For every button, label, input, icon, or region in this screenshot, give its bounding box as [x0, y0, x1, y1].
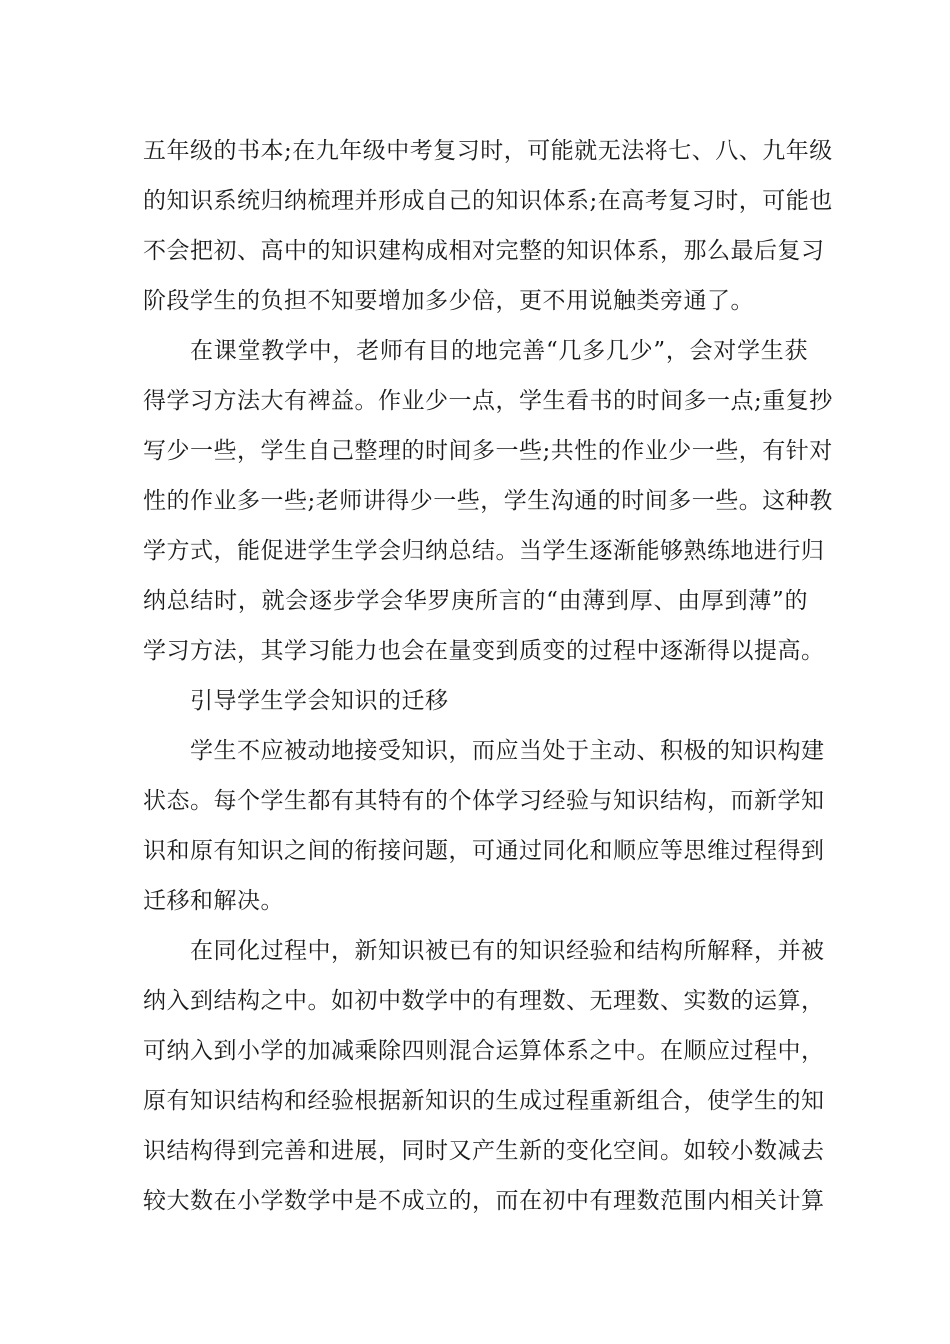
text-line: 可纳入到小学的加减乘除四则混合运算体系之中。在顺应过程中， [143, 1038, 825, 1064]
text-line: 不会把初、高中的知识建构成相对完整的知识体系，那么最后复习 [143, 238, 825, 264]
text-line: 学习方法，其学习能力也会在量变到质变的过程中逐渐得以提高。 [143, 638, 825, 664]
text-line: 得学习方法大有裨益。作业少一点，学生看书的时间多一点;重复抄 [143, 388, 833, 414]
text-line: 学方式，能促进学生学会归纳总结。当学生逐渐能够熟练地进行归 [143, 538, 825, 564]
text-line: 较大数在小学数学中是不成立的，而在初中有理数范围内相关计算 [143, 1188, 825, 1214]
text-line: 性的作业多一些;老师讲得少一些，学生沟通的时间多一些。这种教 [143, 488, 833, 514]
text-line: 状态。每个学生都有其特有的个体学习经验与知识结构，而新学知 [143, 788, 825, 814]
text-line: 识和原有知识之间的衔接问题，可通过同化和顺应等思维过程得到 [143, 838, 825, 864]
text-line: 纳总结时，就会逐步学会华罗庚所言的“由薄到厚、由厚到薄”的 [143, 588, 808, 614]
section-heading: 引导学生学会知识的迁移 [190, 688, 449, 714]
text-line: 识结构得到完善和进展，同时又产生新的变化空间。如较小数减去 [143, 1138, 825, 1164]
text-line: 迁移和解决。 [143, 888, 284, 914]
text-line: 在同化过程中，新知识被已有的知识经验和结构所解释，并被 [190, 938, 825, 964]
text-line: 阶段学生的负担不知要增加多少倍，更不用说触类旁通了。 [143, 288, 754, 314]
text-line: 写少一些，学生自己整理的时间多一些;共性的作业少一些，有针对 [143, 438, 833, 464]
text-line: 原有知识结构和经验根据新知识的生成过程重新组合，使学生的知 [143, 1088, 825, 1114]
text-line: 纳入到结构之中。如初中数学中的有理数、无理数、实数的运算， [143, 988, 825, 1014]
text-line: 五年级的书本;在九年级中考复习时，可能就无法将七、八、九年级 [143, 138, 833, 164]
text-line: 学生不应被动地接受知识，而应当处于主动、积极的知识构建 [190, 738, 825, 764]
text-line: 在课堂教学中，老师有目的地完善“几多几少”，会对学生获 [190, 338, 808, 364]
text-line: 的知识系统归纳梳理并形成自己的知识体系;在高考复习时，可能也 [143, 188, 833, 214]
